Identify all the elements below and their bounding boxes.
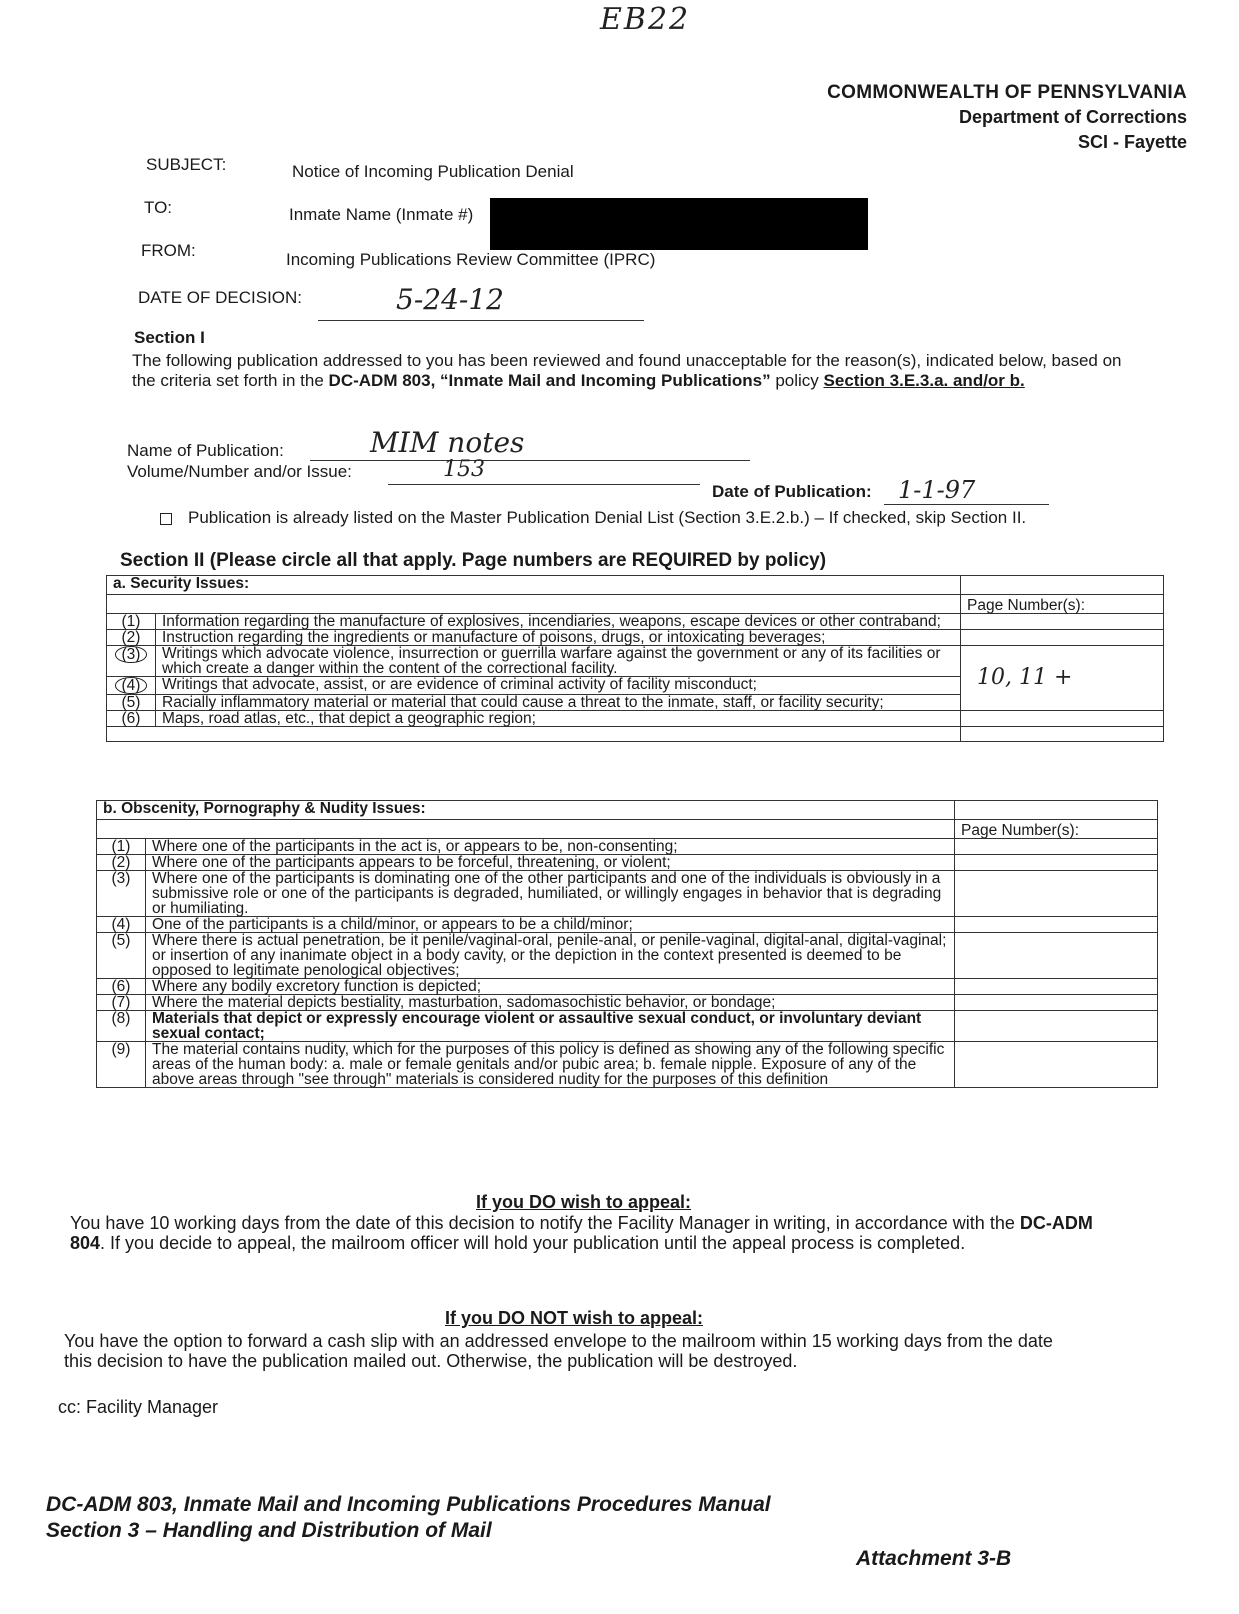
table-row	[107, 614, 1164, 630]
appeal-no-heading: If you DO NOT wish to appeal:	[445, 1308, 704, 1328]
item-text: Writings that advocate, assist, or are evidence of criminal activity of facility misconduct;	[156, 677, 961, 695]
security-page-numbers-note: 10, 11 +	[977, 664, 1073, 690]
from-value: Incoming Publications Review Committee (IPRC)	[286, 250, 656, 269]
section-1-body	[132, 351, 1142, 391]
footer-line-1: DC-ADM 803, Inmate Mail and Incoming Publications Procedures Manual	[46, 1493, 771, 1516]
section-2-title: Section II (Please circle all that apply. Page numbers are REQUIRED by policy)	[120, 550, 827, 571]
item-number: (1)	[97, 839, 146, 855]
item-text: Where one of the participants appears to be forceful, threatening, or violent;	[146, 855, 955, 871]
subject-label: SUBJECT:	[146, 155, 227, 174]
master-list-checkbox[interactable]	[160, 513, 172, 525]
item-number: (7)	[97, 995, 146, 1011]
table-row	[97, 1011, 1158, 1042]
item-text: Information regarding the manufacture of explosives, incendiaries, weapons, escape devices or other contraband;	[156, 614, 961, 630]
security-page-numbers-cell	[961, 646, 1164, 711]
footer-line-2: Section 3 – Handling and Distribution of Mail	[46, 1519, 492, 1542]
obscenity-issues-table	[96, 800, 1158, 1088]
item-number: (2)	[107, 630, 156, 646]
item-number: (1)	[107, 614, 156, 630]
section-1-body-text: The following publication addressed to you has been reviewed and found unacceptable for the reason(s), indicated below, based on the criteria set forth in the	[132, 351, 1122, 390]
table-row	[97, 855, 1158, 871]
item-text: The material contains nudity, which for the purposes of this policy is defined as showing any of the following specific areas of the human body: a. male or female genitals and/or pubic area; b. female nipple. Exposure of any of the above areas through "see through" materials is considered nudity for the purposes of this definition	[146, 1042, 955, 1088]
master-list-checkbox-line	[160, 508, 1026, 528]
item-number: (5)	[97, 933, 146, 979]
publication-date-value: 1-1-97	[898, 476, 976, 504]
item-number-circled	[107, 677, 156, 695]
header-department: Department of Corrections	[958, 107, 1187, 127]
agency-header	[827, 80, 1187, 155]
publication-name-value: MIM notes	[370, 426, 525, 459]
subject-value: Notice of Incoming Publication Denial	[292, 162, 574, 181]
publication-name-field	[310, 426, 750, 461]
item-number: (3)	[97, 871, 146, 917]
attachment-label: Attachment 3-B	[856, 1547, 1012, 1570]
item-number: (9)	[97, 1042, 146, 1088]
obscenity-heading-row	[97, 801, 1158, 820]
policy-name: DC-ADM 803, “Inmate Mail and Incoming Publications”	[328, 371, 771, 390]
handwritten-code: EB22	[600, 2, 691, 37]
item-text: Writings which advocate violence, insurrection or guerrilla warfare against the government or any of its facilities or which create a danger within the content of the correctional facility.	[156, 646, 961, 677]
item-number: (5)	[107, 695, 156, 711]
header-commonwealth: COMMONWEALTH OF PENNSYLVANIA	[827, 82, 1187, 103]
item-text: Instruction regarding the ingredients or manufacture of poisons, drugs, or intoxicating beverages;	[156, 630, 961, 646]
volume-label: Volume/Number and/or Issue:	[127, 462, 352, 481]
header-facility: SCI - Fayette	[1077, 132, 1187, 152]
date-of-decision-field	[318, 283, 644, 321]
item-number: (4)	[97, 917, 146, 933]
item-number: (2)	[97, 855, 146, 871]
circled-item-number: (3)	[115, 646, 148, 663]
table-row	[97, 933, 1158, 979]
table-row	[97, 871, 1158, 917]
security-pages-header-row	[107, 595, 1164, 614]
security-page-numbers-label: Page Number(s):	[961, 595, 1164, 614]
appeal-yes-text-1: You have 10 working days from the date of this decision to notify the Facility Manager in writing, in accordance with the	[70, 1213, 1020, 1233]
table-row	[97, 839, 1158, 855]
item-text: Where one of the participants in the act is, or appears to be, non-consenting;	[146, 839, 955, 855]
section-1-title: Section I	[134, 328, 205, 347]
date-of-decision-label: DATE OF DECISION:	[138, 288, 303, 307]
table-row	[107, 630, 1164, 646]
item-text: Materials that depict or expressly encourage violent or assaultive sexual conduct, or involuntary deviant sexual contact;	[146, 1011, 955, 1042]
policy-section-ref: Section 3.E.3.a. and/or b.	[823, 371, 1025, 390]
date-of-decision-value: 5-24-12	[396, 283, 504, 316]
table-row	[97, 979, 1158, 995]
item-number: (8)	[97, 1011, 146, 1042]
redaction-block	[490, 198, 868, 250]
item-text: Where there is actual penetration, be it penile/vaginal-oral, penile-anal, or penile-vaginal, digital-anal, digital-vaginal; or insertion of any inanimate object in a body cavity, or the depiction in the context presented is deemed to be opposed to legitimate penological objectives;	[146, 933, 955, 979]
item-text: Where the material depicts bestiality, masturbation, sadomasochistic behavior, or bondage;	[146, 995, 955, 1011]
section-1-body-text-2: policy	[770, 371, 824, 390]
item-text: Racially inflammatory material or material that could cause a threat to the inmate, staff, or facility security;	[156, 695, 961, 711]
item-text: Maps, road atlas, etc., that depict a geographic region;	[156, 711, 961, 727]
table-row	[107, 646, 1164, 677]
table-row	[107, 711, 1164, 727]
obscenity-page-numbers-label: Page Number(s):	[955, 820, 1158, 839]
footer-manual-title	[46, 1492, 771, 1544]
item-text: One of the participants is a child/minor, or appears to be a child/minor;	[146, 917, 955, 933]
publication-date-field	[884, 478, 1049, 505]
security-issues-heading: a. Security Issues:	[107, 576, 961, 595]
appeal-yes-text-2: . If you decide to appeal, the mailroom officer will hold your publication until the appeal process is completed.	[100, 1233, 966, 1253]
volume-field	[388, 457, 700, 485]
table-row	[97, 917, 1158, 933]
item-number-circled	[107, 646, 156, 677]
appeal-yes-policy: DC-ADM 804	[70, 1213, 1093, 1253]
from-label: FROM:	[141, 241, 196, 260]
volume-value: 153	[443, 457, 485, 482]
appeal-yes-heading: If you DO wish to appeal:	[476, 1192, 692, 1212]
circled-item-number: (4)	[115, 677, 148, 694]
publication-name-label: Name of Publication:	[127, 441, 284, 460]
appeal-yes-text	[70, 1213, 1110, 1253]
appeal-no-text: You have the option to forward a cash slip with an addressed envelope to the mailroom within 15 working days from the date this decision to have the publication mailed out. Otherwise, the publication will be destroyed.	[64, 1331, 1053, 1371]
obscenity-issues-heading: b. Obscenity, Pornography & Nudity Issues:	[97, 801, 955, 820]
cc-line: cc: Facility Manager	[58, 1397, 219, 1417]
item-text: Where one of the participants is dominating one of the other participants and one of the individuals is obviously in a submissive role or one of the participants is degraded, humiliated, or willingly engages in behavior that is degrading or humiliating.	[146, 871, 955, 917]
to-value: Inmate Name (Inmate #)	[289, 205, 474, 224]
publication-date-label: Date of Publication:	[712, 482, 872, 501]
to-label: TO:	[144, 198, 173, 217]
item-text: Where any bodily excretory function is depicted;	[146, 979, 955, 995]
security-issues-table	[106, 575, 1164, 742]
security-heading-row	[107, 576, 1164, 595]
item-number: (6)	[97, 979, 146, 995]
master-list-checkbox-label: Publication is already listed on the Master Publication Denial List (Section 3.E.2.b.) – If checked, skip Section II.	[188, 508, 1027, 527]
item-number: (6)	[107, 711, 156, 727]
table-row	[97, 1042, 1158, 1088]
table-row	[97, 995, 1158, 1011]
